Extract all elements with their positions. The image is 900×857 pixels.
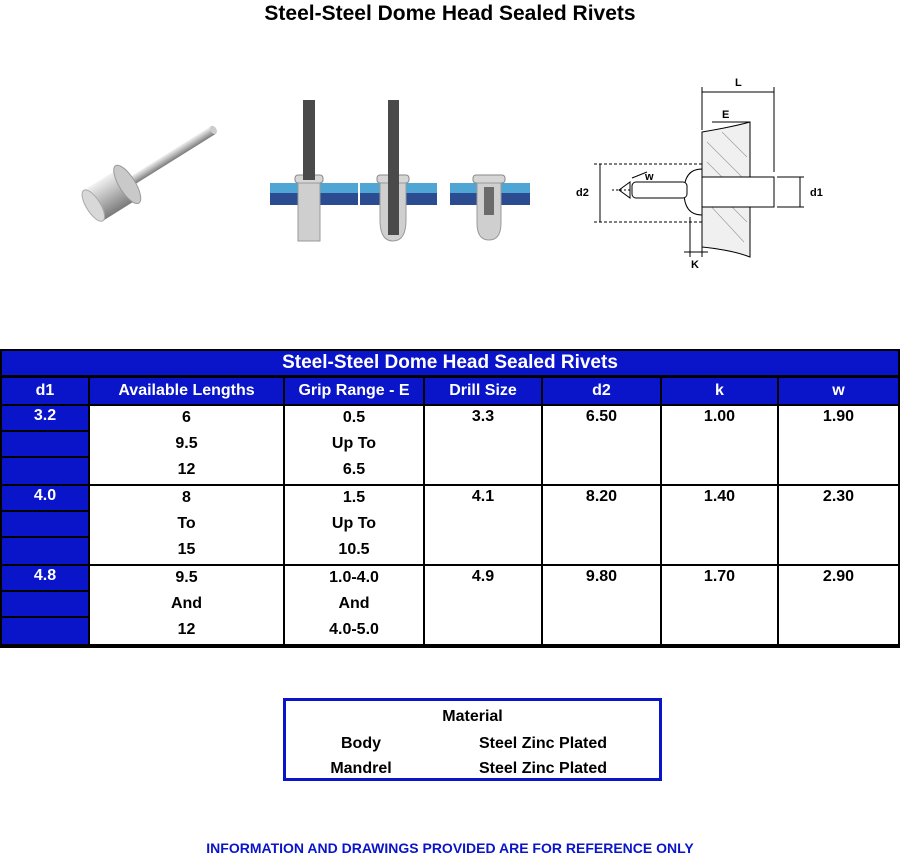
w-cell: 2.90 — [779, 566, 898, 644]
header-available-lengths: Available Lengths — [90, 378, 283, 404]
rivet-photo — [30, 110, 230, 260]
k-cell: 1.00 — [662, 406, 777, 484]
d1-cell — [2, 512, 88, 536]
length-value: 15 — [177, 541, 196, 558]
material-value-mandrel: Steel Zinc Plated — [479, 760, 608, 777]
material-box — [283, 698, 662, 781]
dim-label-K: K — [691, 259, 699, 271]
length-value: To — [177, 515, 196, 532]
dim-label-d2: d2 — [576, 187, 589, 199]
spec-table — [0, 349, 900, 648]
drill-size-cell: 4.9 — [425, 566, 541, 644]
installation-stages-illustration — [265, 95, 535, 245]
grip-value: Up To — [331, 435, 377, 452]
drill-size-cell: 4.1 — [425, 486, 541, 564]
grip-value: 6.5 — [342, 461, 366, 478]
d1-cell: 4.0 — [2, 486, 88, 510]
d1-cell: 4.8 — [2, 566, 88, 590]
d1-cell — [2, 592, 88, 616]
d1-cell — [2, 432, 88, 456]
length-value: 12 — [177, 621, 196, 638]
length-value: 6 — [182, 409, 191, 426]
length-value: 8 — [182, 489, 191, 506]
d2-cell: 8.20 — [543, 486, 660, 564]
length-value: And — [170, 595, 203, 612]
drill-size-cell: 3.3 — [425, 406, 541, 484]
grip-value: 1.0-4.0 — [329, 569, 379, 586]
available-lengths-cell — [90, 406, 283, 484]
material-label-body: Body — [341, 735, 381, 752]
dimension-drawing — [572, 72, 842, 272]
k-cell: 1.40 — [662, 486, 777, 564]
d1-cell: 3.2 — [2, 406, 88, 430]
header-grip-range: Grip Range - E — [285, 378, 423, 404]
header-drill-size: Drill Size — [425, 378, 541, 404]
d2-cell: 9.80 — [543, 566, 660, 644]
page-title: Steel-Steel Dome Head Sealed Rivets — [264, 2, 636, 25]
grip-value: 0.5 — [342, 409, 366, 426]
w-cell: 2.30 — [779, 486, 898, 564]
k-cell: 1.70 — [662, 566, 777, 644]
grip-value: 10.5 — [338, 541, 370, 558]
dim-label-w: w — [645, 171, 654, 183]
header-d2: d2 — [543, 378, 660, 404]
table-caption: Steel-Steel Dome Head Sealed Rivets — [2, 351, 898, 375]
grip-value: 4.0-5.0 — [329, 621, 379, 638]
header-k: k — [662, 378, 777, 404]
grip-range-cell — [285, 566, 423, 644]
grip-value: Up To — [331, 515, 377, 532]
dim-label-E: E — [722, 109, 730, 121]
length-value: 12 — [177, 461, 196, 478]
d1-cell — [2, 618, 88, 644]
header-d1: d1 — [2, 378, 88, 404]
d1-cell — [2, 458, 88, 484]
grip-range-cell — [285, 486, 423, 564]
dim-label-L: L — [735, 77, 742, 89]
available-lengths-cell — [90, 486, 283, 564]
material-title: Material — [442, 708, 503, 725]
material-label-mandrel: Mandrel — [330, 760, 392, 777]
grip-value: And — [338, 595, 370, 612]
length-value: 9.5 — [175, 435, 198, 452]
material-value-body: Steel Zinc Plated — [479, 735, 608, 752]
grip-range-cell — [285, 406, 423, 484]
grip-value: 1.5 — [342, 489, 366, 506]
disclaimer-footer: INFORMATION AND DRAWINGS PROVIDED ARE FOR REFERENCE ONLY — [206, 840, 694, 856]
header-w: w — [779, 378, 898, 404]
d1-cell — [2, 538, 88, 564]
available-lengths-cell — [90, 566, 283, 644]
dim-label-d1: d1 — [810, 187, 823, 199]
length-value: 9.5 — [175, 569, 198, 586]
d2-cell: 6.50 — [543, 406, 660, 484]
w-cell: 1.90 — [779, 406, 898, 484]
